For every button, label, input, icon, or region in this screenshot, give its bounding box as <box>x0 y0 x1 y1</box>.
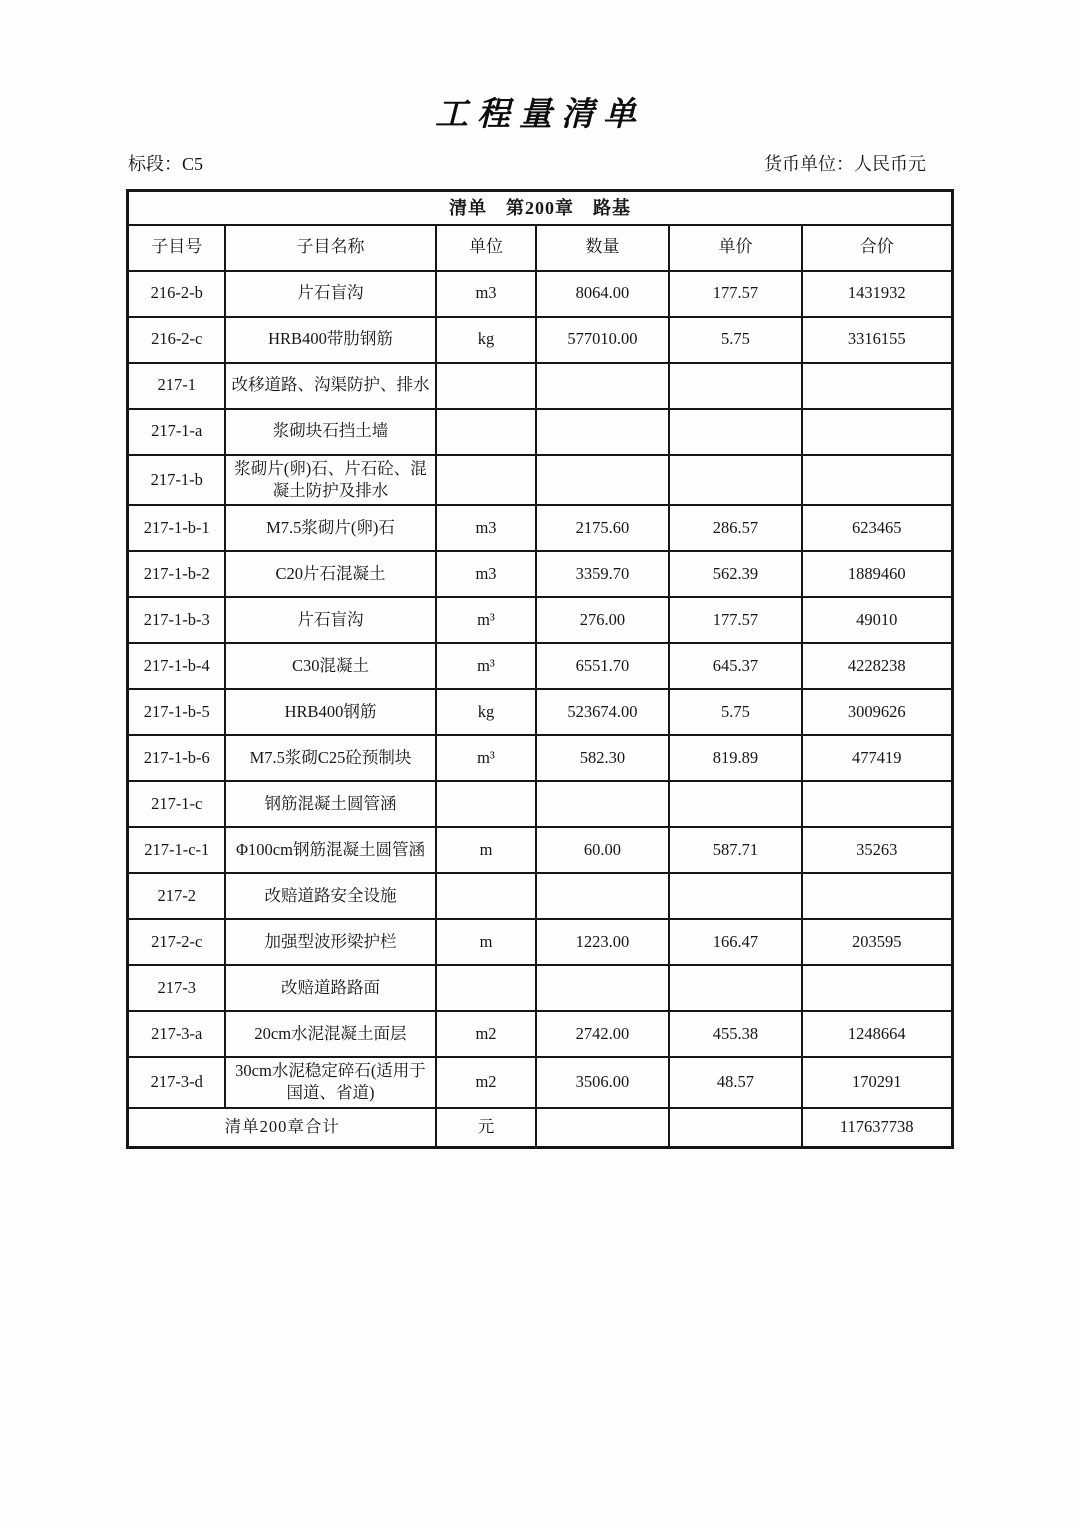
cell-price: 5.75 <box>669 689 802 735</box>
cell-name: HRB400带肋钢筋 <box>225 317 436 363</box>
cell-price: 286.57 <box>669 505 802 551</box>
cell-unit <box>436 965 536 1011</box>
cell-qty <box>536 409 669 455</box>
boq-table <box>126 189 953 1149</box>
cell-total <box>802 965 952 1011</box>
cell-name: C30混凝土 <box>225 643 436 689</box>
chapter-header-row <box>128 191 952 225</box>
table-row <box>128 735 952 781</box>
cell-total: 203595 <box>802 919 952 965</box>
table-row <box>128 965 952 1011</box>
summary-row <box>128 1108 952 1148</box>
cell-price: 645.37 <box>669 643 802 689</box>
section-label: 标段：C5 <box>128 154 204 174</box>
cell-price <box>669 409 802 455</box>
cell-total: 4228238 <box>802 643 952 689</box>
cell-qty: 60.00 <box>536 827 669 873</box>
chapter-header: 清单 第200章 路基 <box>128 191 952 225</box>
cell-total: 49010 <box>802 597 952 643</box>
cell-qty: 8064.00 <box>536 271 669 317</box>
cell-qty: 3359.70 <box>536 551 669 597</box>
table-row <box>128 409 952 455</box>
cell-unit: m3 <box>436 551 536 597</box>
col-header-price: 单价 <box>669 225 802 271</box>
cell-name: 改赔道路安全设施 <box>225 873 436 919</box>
summary-label: 清单200章合计 <box>128 1108 436 1148</box>
cell-unit <box>436 781 536 827</box>
cell-total: 477419 <box>802 735 952 781</box>
cell-price: 48.57 <box>669 1057 802 1108</box>
cell-name: 改移道路、沟渠防护、排水 <box>225 363 436 409</box>
cell-total <box>802 781 952 827</box>
table-row <box>128 689 952 735</box>
col-header-name: 子目名称 <box>225 225 436 271</box>
table-row <box>128 505 952 551</box>
cell-price <box>669 455 802 506</box>
col-header-total: 合价 <box>802 225 952 271</box>
cell-code: 217-3 <box>128 965 225 1011</box>
table-row <box>128 597 952 643</box>
cell-unit: m3 <box>436 505 536 551</box>
currency-label: 货币单位：人民币元 <box>764 154 926 174</box>
cell-price: 562.39 <box>669 551 802 597</box>
cell-name: 钢筋混凝土圆管涵 <box>225 781 436 827</box>
cell-code: 217-1-a <box>128 409 225 455</box>
meta-row <box>128 150 952 176</box>
cell-total: 3316155 <box>802 317 952 363</box>
cell-name: 浆砌片(卵)石、片石砼、混凝土防护及排水 <box>225 455 436 506</box>
cell-qty: 2175.60 <box>536 505 669 551</box>
cell-total <box>802 409 952 455</box>
summary-price <box>669 1108 802 1148</box>
cell-unit: m2 <box>436 1011 536 1057</box>
cell-unit: kg <box>436 689 536 735</box>
cell-qty: 1223.00 <box>536 919 669 965</box>
cell-unit: m <box>436 827 536 873</box>
table-row <box>128 271 952 317</box>
cell-code: 217-1-b-5 <box>128 689 225 735</box>
cell-code: 217-1-b <box>128 455 225 506</box>
cell-unit: kg <box>436 317 536 363</box>
cell-qty <box>536 363 669 409</box>
col-header-code: 子目号 <box>128 225 225 271</box>
cell-price <box>669 781 802 827</box>
cell-price: 177.57 <box>669 597 802 643</box>
cell-unit: m³ <box>436 597 536 643</box>
cell-unit: m³ <box>436 735 536 781</box>
cell-unit: m3 <box>436 271 536 317</box>
cell-qty <box>536 781 669 827</box>
cell-name: Φ100cm钢筋混凝土圆管涵 <box>225 827 436 873</box>
document-title: 工程量清单 <box>435 97 645 133</box>
cell-code: 217-1-b-4 <box>128 643 225 689</box>
cell-code: 217-3-a <box>128 1011 225 1057</box>
cell-code: 216-2-b <box>128 271 225 317</box>
table-row <box>128 643 952 689</box>
table-row <box>128 781 952 827</box>
cell-unit: m <box>436 919 536 965</box>
cell-code: 217-1-b-2 <box>128 551 225 597</box>
cell-price: 587.71 <box>669 827 802 873</box>
cell-name: 加强型波形梁护栏 <box>225 919 436 965</box>
table-row <box>128 317 952 363</box>
cell-code: 217-2 <box>128 873 225 919</box>
cell-code: 216-2-c <box>128 317 225 363</box>
cell-price: 166.47 <box>669 919 802 965</box>
table-row <box>128 919 952 965</box>
cell-qty: 577010.00 <box>536 317 669 363</box>
cell-total: 1248664 <box>802 1011 952 1057</box>
summary-qty <box>536 1108 669 1148</box>
col-header-qty: 数量 <box>536 225 669 271</box>
cell-price <box>669 363 802 409</box>
cell-qty <box>536 455 669 506</box>
cell-qty: 6551.70 <box>536 643 669 689</box>
cell-unit: m2 <box>436 1057 536 1108</box>
cell-code: 217-1-b-3 <box>128 597 225 643</box>
cell-price <box>669 965 802 1011</box>
cell-name: 片石盲沟 <box>225 597 436 643</box>
table-row <box>128 455 952 506</box>
cell-name: 20cm水泥混凝土面层 <box>225 1011 436 1057</box>
cell-total <box>802 363 952 409</box>
cell-total: 3009626 <box>802 689 952 735</box>
table-row <box>128 1011 952 1057</box>
cell-total: 35263 <box>802 827 952 873</box>
cell-code: 217-1-c-1 <box>128 827 225 873</box>
col-header-unit: 单位 <box>436 225 536 271</box>
cell-name: HRB400钢筋 <box>225 689 436 735</box>
table-row <box>128 873 952 919</box>
cell-total: 1431932 <box>802 271 952 317</box>
summary-total: 117637738 <box>802 1108 952 1148</box>
cell-unit <box>436 363 536 409</box>
cell-price <box>669 873 802 919</box>
cell-qty <box>536 873 669 919</box>
cell-unit <box>436 455 536 506</box>
column-header-row <box>128 225 952 271</box>
cell-code: 217-1-b-6 <box>128 735 225 781</box>
cell-qty <box>536 965 669 1011</box>
cell-code: 217-1 <box>128 363 225 409</box>
cell-name: 改赔道路路面 <box>225 965 436 1011</box>
table-row <box>128 551 952 597</box>
summary-unit: 元 <box>436 1108 536 1148</box>
table-row <box>128 827 952 873</box>
cell-code: 217-1-c <box>128 781 225 827</box>
cell-unit <box>436 873 536 919</box>
cell-unit: m³ <box>436 643 536 689</box>
table-row <box>128 363 952 409</box>
cell-unit <box>436 409 536 455</box>
cell-qty: 3506.00 <box>536 1057 669 1108</box>
cell-qty: 2742.00 <box>536 1011 669 1057</box>
cell-code: 217-3-d <box>128 1057 225 1108</box>
cell-price: 819.89 <box>669 735 802 781</box>
cell-name: C20片石混凝土 <box>225 551 436 597</box>
cell-name: 片石盲沟 <box>225 271 436 317</box>
cell-qty: 523674.00 <box>536 689 669 735</box>
cell-total: 1889460 <box>802 551 952 597</box>
cell-name: 30cm水泥稳定碎石(适用于国道、省道) <box>225 1057 436 1108</box>
cell-code: 217-1-b-1 <box>128 505 225 551</box>
cell-total: 170291 <box>802 1057 952 1108</box>
cell-price: 177.57 <box>669 271 802 317</box>
cell-name: M7.5浆砌片(卵)石 <box>225 505 436 551</box>
cell-price: 455.38 <box>669 1011 802 1057</box>
cell-name: M7.5浆砌C25砼预制块 <box>225 735 436 781</box>
cell-total <box>802 873 952 919</box>
cell-qty: 276.00 <box>536 597 669 643</box>
cell-name: 浆砌块石挡土墙 <box>225 409 436 455</box>
cell-qty: 582.30 <box>536 735 669 781</box>
cell-code: 217-2-c <box>128 919 225 965</box>
boq-table-body <box>128 271 952 1108</box>
cell-price: 5.75 <box>669 317 802 363</box>
cell-total <box>802 455 952 506</box>
cell-total: 623465 <box>802 505 952 551</box>
table-row <box>128 1057 952 1108</box>
